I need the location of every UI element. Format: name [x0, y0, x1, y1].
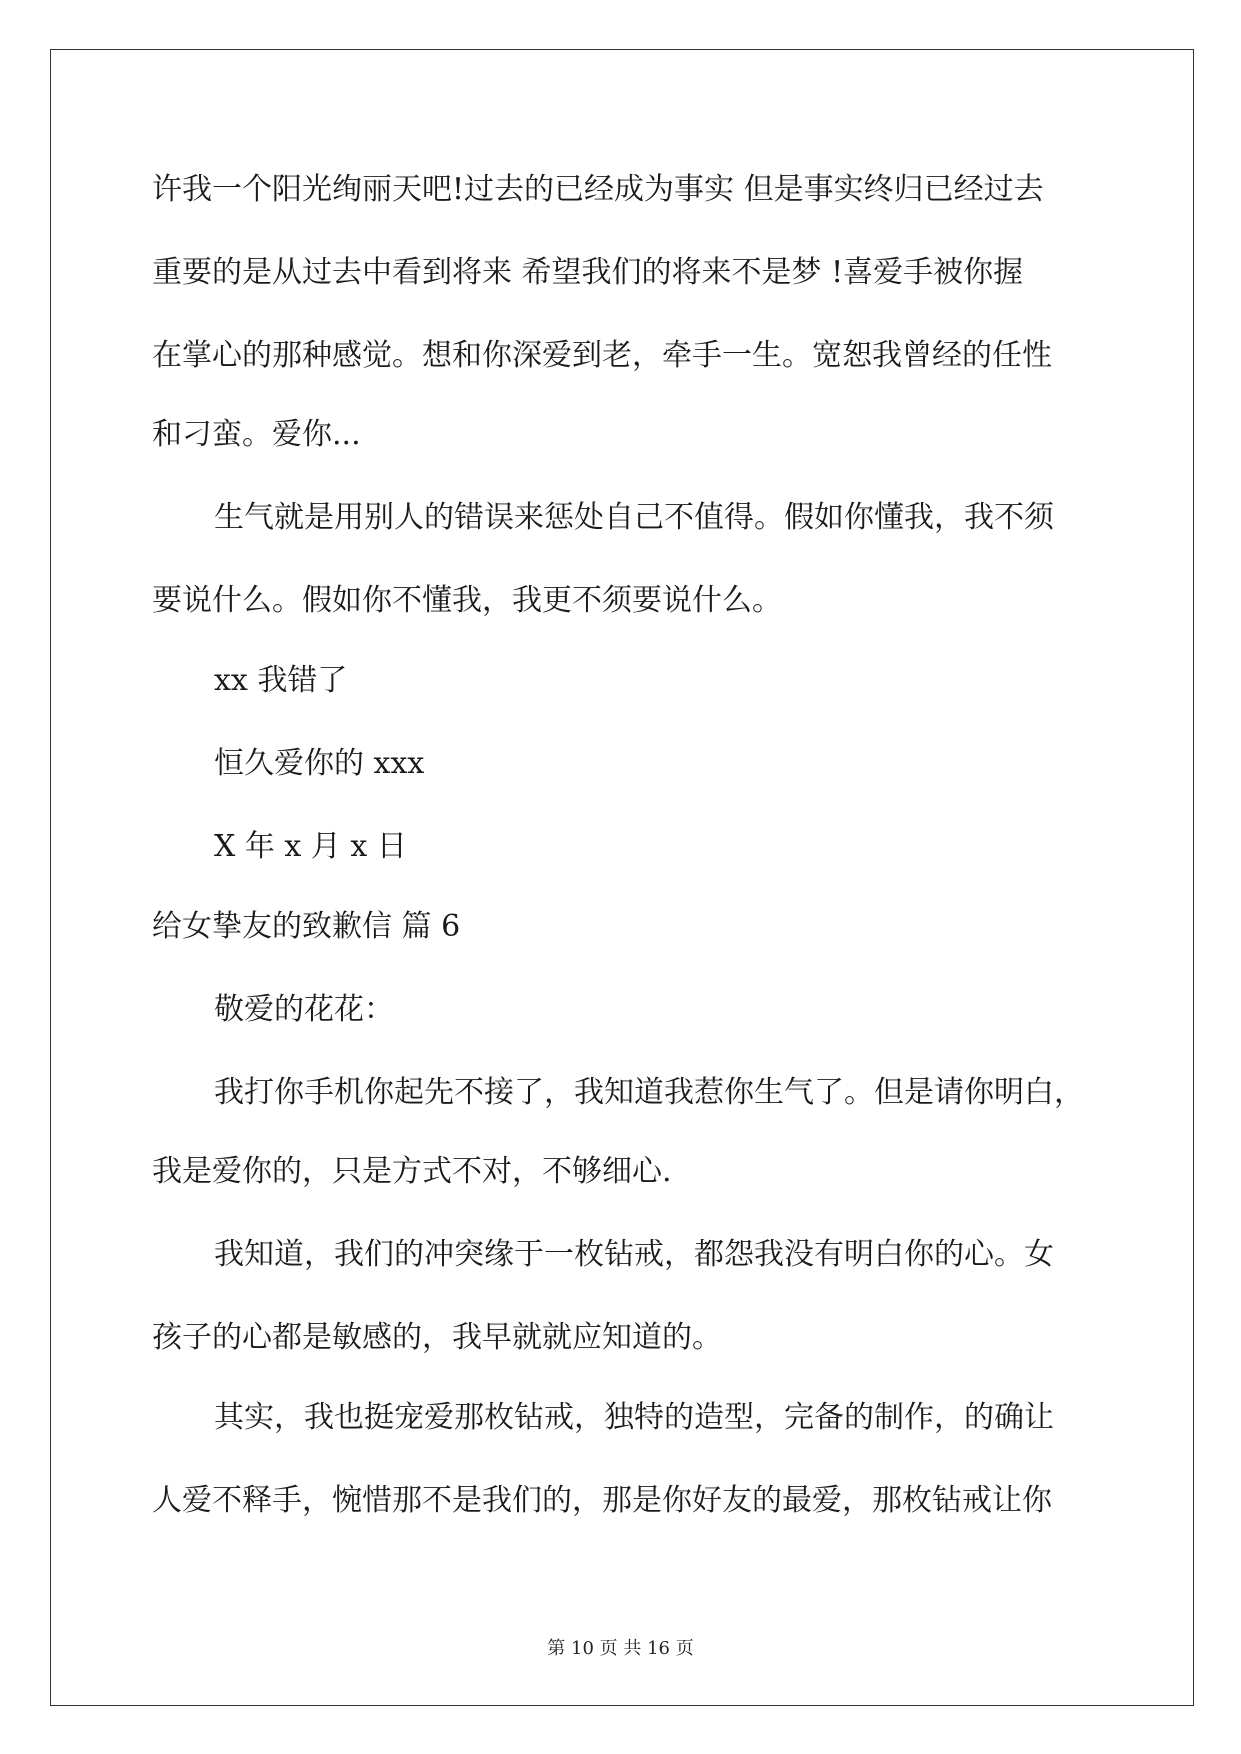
body-line: 许我一个阳光绚丽天吧!过去的已经成为事实 但是事实终归已经过去 [152, 172, 1044, 207]
paragraph-start-line: 我打你手机你起先不接了，我知道我惹你生气了。但是请你明白， [214, 1075, 1084, 1110]
body-line: 要说什么。假如你不懂我，我更不须要说什么。 [152, 583, 782, 618]
paragraph-start-line: 其实，我也挺宠爱那枚钻戒，独特的造型，完备的制作，的确让 [214, 1400, 1054, 1435]
section-heading: 给女挚友的致歉信 篇 6 [152, 909, 461, 944]
date-line: X 年 x 月 x 日 [214, 829, 407, 864]
page-number: 第 10 页 共 16 页 [547, 1638, 694, 1659]
paragraph-start-line: 生气就是用别人的错误来惩处自己不值得。假如你懂我，我不须 [214, 500, 1054, 535]
apology-line: xx 我错了 [214, 663, 348, 698]
body-line: 和刁蛮。爱你... [152, 417, 361, 452]
paragraph-start-line: 我知道，我们的冲突缘于一枚钻戒，都怨我没有明白你的心。女 [214, 1237, 1054, 1272]
salutation: 敬爱的花花： [214, 992, 394, 1027]
body-line: 在掌心的那种感觉。想和你深爱到老，牵手一生。宽恕我曾经的任性 [152, 338, 1052, 373]
body-line: 人爱不释手，惋惜那不是我们的，那是你好友的最爱，那枚钻戒让你 [152, 1483, 1052, 1518]
body-line: 孩子的心都是敏感的，我早就就应知道的。 [152, 1320, 722, 1355]
body-line: 我是爱你的，只是方式不对，不够细心. [152, 1154, 672, 1189]
page-border [50, 49, 1194, 1706]
signature-line: 恒久爱你的 xxx [214, 746, 425, 781]
body-line: 重要的是从过去中看到将来 希望我们的将来不是梦 !喜爱手被你握 [152, 255, 1024, 290]
